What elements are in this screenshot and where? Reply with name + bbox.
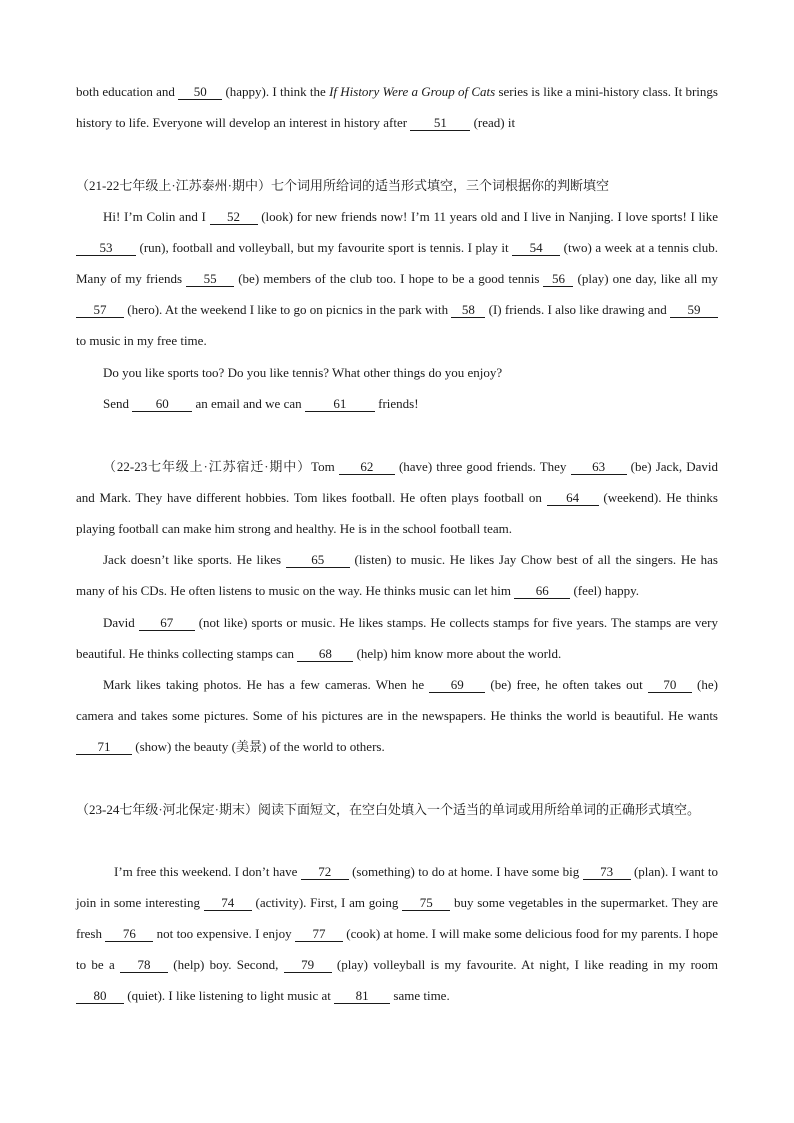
text: (plan). I want to join in some interesting bbox=[76, 864, 718, 910]
text: (two) a week at a tennis club. Many of my friends bbox=[76, 240, 718, 286]
blank-73[interactable]: 73 bbox=[583, 865, 631, 880]
text: (not like) sports or music. He likes stamps. He collects stamps for five years. The stamps are very beautiful. He thinks collecting stamps can bbox=[76, 615, 718, 661]
text: (read) it bbox=[470, 115, 516, 130]
blank-68[interactable]: 68 bbox=[297, 647, 353, 662]
blank-70[interactable]: 70 bbox=[648, 678, 692, 693]
blank-56[interactable]: 56 bbox=[543, 272, 573, 287]
blank-80[interactable]: 80 bbox=[76, 989, 124, 1004]
blank-53[interactable]: 53 bbox=[76, 241, 136, 256]
text: (play) volleyball is my favourite. At night, I like reading in my room bbox=[331, 957, 719, 972]
blank-58[interactable]: 58 bbox=[451, 303, 485, 318]
text: (quiet). I like listening to light music at bbox=[124, 988, 335, 1003]
blank-76[interactable]: 76 bbox=[105, 927, 153, 942]
text: (have) three good friends. They bbox=[394, 459, 571, 474]
blank-59[interactable]: 59 bbox=[670, 303, 718, 318]
blank-71[interactable]: 71 bbox=[76, 740, 132, 755]
section-heading-baoding: （23-24七年级·河北保定·期末）阅读下面短文，在空白处填入一个适当的单词或用所给单词的正确形式填空。 bbox=[76, 802, 700, 817]
text: (I) friends. I also like drawing and bbox=[485, 302, 670, 317]
blank-69[interactable]: 69 bbox=[429, 678, 485, 693]
blank-72[interactable]: 72 bbox=[301, 865, 349, 880]
text: an email and we can bbox=[192, 396, 305, 411]
book-title: If History Were a Group of Cats bbox=[329, 84, 496, 99]
blank-81[interactable]: 81 bbox=[334, 989, 390, 1004]
blank-78[interactable]: 78 bbox=[120, 958, 168, 973]
text: (be) Jack, David and Mark. They have different hobbies. Tom likes football. He often plays football on bbox=[76, 459, 718, 505]
paragraph-weekend bbox=[76, 856, 718, 1011]
blank-79[interactable]: 79 bbox=[284, 958, 332, 973]
text: (help) him know more about the world. bbox=[353, 646, 562, 661]
blank-51[interactable]: 51 bbox=[410, 116, 470, 131]
text: Mark likes taking photos. He has a few cameras. When he bbox=[103, 677, 430, 692]
text: (activity). First, I am going bbox=[251, 895, 403, 910]
text: (happy). I think the bbox=[222, 84, 330, 99]
paragraph-mark bbox=[76, 669, 718, 762]
text: (hero). At the weekend I like to go on picnics in the park with bbox=[124, 302, 452, 317]
text: (look) for new friends now! I’m 11 years old and I live in Nanjing. I love sports! I like bbox=[257, 209, 718, 224]
text: to music in my free time. bbox=[76, 333, 207, 348]
text: (he) camera and takes some pictures. Some of his pictures are in the newspapers. He thinks the world is beautiful. He wants bbox=[76, 677, 718, 723]
blank-52[interactable]: 52 bbox=[210, 210, 258, 225]
paragraph-colin-1 bbox=[76, 201, 718, 356]
text: friends! bbox=[374, 396, 419, 411]
blank-50[interactable]: 50 bbox=[178, 85, 222, 100]
paragraph-tom-1 bbox=[76, 451, 718, 544]
text: (be) free, he often takes out bbox=[485, 677, 648, 692]
text: (feel) happy. bbox=[570, 583, 640, 598]
blank-63[interactable]: 63 bbox=[571, 460, 627, 475]
blank-75[interactable]: 75 bbox=[402, 896, 450, 911]
text: series is like a mini-history class. It brings history to life. Everyone will develop an interest in history after bbox=[76, 84, 718, 130]
blank-66[interactable]: 66 bbox=[514, 584, 570, 599]
blank-61[interactable]: 61 bbox=[305, 397, 375, 412]
section-heading-taizhou: （21-22七年级上·江苏泰州·期中）七个词用所给词的适当形式填空，三个词根据你的判断填空 bbox=[76, 178, 609, 193]
text: (play) one day, like all my bbox=[573, 271, 718, 286]
paragraph-colin-3 bbox=[76, 388, 718, 419]
text: Tom bbox=[311, 459, 339, 474]
text: (be) members of the club too. I hope to be a good tennis bbox=[234, 271, 544, 286]
paragraph-colin-2: Do you like sports too? Do you like tennis? What other things do you enjoy? bbox=[103, 365, 503, 380]
blank-54[interactable]: 54 bbox=[512, 241, 560, 256]
text: Jack doesn’t like sports. He likes bbox=[103, 552, 286, 567]
blank-67[interactable]: 67 bbox=[139, 616, 195, 631]
blank-57[interactable]: 57 bbox=[76, 303, 124, 318]
text: not too expensive. I enjoy bbox=[153, 926, 295, 941]
text: (help) boy. Second, bbox=[168, 957, 284, 972]
paragraph-continuation bbox=[76, 76, 718, 138]
text: (weekend). He thinks playing football can make him strong and healthy. He is in the school football team. bbox=[76, 490, 718, 536]
text: (show) the beauty (美景) of the world to others. bbox=[132, 739, 385, 754]
paragraph-jack bbox=[76, 544, 718, 606]
blank-65[interactable]: 65 bbox=[286, 553, 350, 568]
text: (listen) to music. He likes Jay Chow best of all the singers. He has many of his CDs. He often listens to music on the way. He thinks music can let him bbox=[76, 552, 718, 598]
text: (something) to do at home. I have some big bbox=[348, 864, 583, 879]
blank-64[interactable]: 64 bbox=[547, 491, 599, 506]
blank-74[interactable]: 74 bbox=[204, 896, 252, 911]
text: Send bbox=[103, 396, 133, 411]
text: both education and bbox=[76, 84, 179, 99]
blank-77[interactable]: 77 bbox=[295, 927, 343, 942]
blank-62[interactable]: 62 bbox=[339, 460, 395, 475]
text: David bbox=[103, 615, 139, 630]
text: Hi! I’m Colin and I bbox=[103, 209, 210, 224]
text: (cook) at home. I will make some delicious food for my parents. I hope to be a bbox=[76, 926, 718, 972]
text: buy some vegetables in the supermarket. They are fresh bbox=[76, 895, 718, 941]
blank-55[interactable]: 55 bbox=[186, 272, 234, 287]
section-heading-suqian: （22-23七年级上·江苏宿迁·期中） bbox=[103, 459, 312, 474]
paragraph-david bbox=[76, 607, 718, 669]
blank-60[interactable]: 60 bbox=[132, 397, 192, 412]
text: same time. bbox=[390, 988, 450, 1003]
text: I’m free this weekend. I don’t have bbox=[114, 864, 301, 879]
text: (run), football and volleyball, but my favourite sport is tennis. I play it bbox=[136, 240, 513, 255]
